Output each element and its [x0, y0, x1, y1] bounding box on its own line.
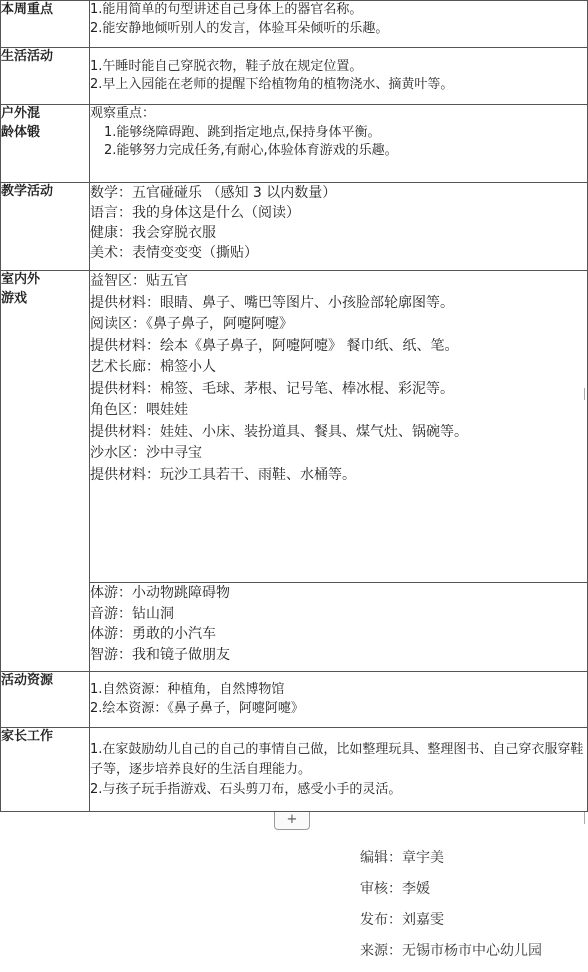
content-outdoor-exercise — [90, 105, 588, 183]
games-label-line-2: 游戏 — [1, 290, 28, 306]
resources-line-2: 2.绘本资源：《鼻子鼻子，阿嚏阿嚏》 — [90, 700, 304, 716]
content-games-indoor — [90, 271, 588, 583]
games-indoor-line-5: 艺术长廊：棉签小人 — [90, 359, 216, 375]
teaching-line-2: 语言：我的身体这是什么（阅读） — [90, 205, 300, 221]
parent-line-2: 2.与孩子玩手指游戏、石头剪刀布，感受小手的灵活。 — [90, 781, 402, 797]
games-label-line-1: 室内外 — [1, 272, 41, 287]
games-indoor-line-7: 角色区：喂娃娃 — [90, 402, 188, 418]
label-activity-resources: 活动资源 — [1, 672, 90, 728]
credit-source: 来源：无锡市杨市中心幼儿园 — [360, 943, 542, 959]
outdoor-label-line-2: 龄体锻 — [1, 124, 41, 140]
content-life-activity — [90, 48, 588, 105]
games-outdoor-line-1: 体游：小动物跳障碍物 — [90, 585, 230, 601]
row-parent-work — [1, 728, 588, 812]
content-activity-resources — [90, 672, 588, 728]
games-indoor-line-10: 提供材料：玩沙工具若干、雨鞋、水桶等。 — [90, 466, 356, 483]
content-weekly-focus — [90, 1, 588, 48]
add-row-button[interactable]: + — [274, 812, 310, 830]
row-outdoor-exercise — [1, 105, 588, 183]
label-games — [1, 271, 90, 672]
games-indoor-line-8: 提供材料：娃娃、小床、装扮道具、餐具、煤气灶、锅碗等。 — [90, 423, 468, 440]
life-line-1: 1.午睡时能自己穿脱衣物，鞋子放在规定位置。 — [90, 58, 363, 74]
row-games-indoor — [1, 271, 588, 583]
edge-marker — [584, 812, 588, 824]
credit-editor: 编辑：章宇美 — [360, 850, 444, 866]
teaching-line-4: 美术：表情变变变（撕贴） — [90, 245, 258, 261]
outdoor-line-2: 2.能够努力完成任务,有耐心,体验体育游戏的乐趣。 — [104, 143, 398, 158]
games-outdoor-line-4: 智游：我和镜子做朋友 — [90, 646, 230, 663]
focus-line-1: 1.能用简单的句型讲述自己身体上的器官名称。 — [90, 2, 363, 17]
row-weekly-focus — [1, 1, 588, 48]
edge-marker — [584, 388, 588, 400]
label-weekly-focus: 本周重点 — [1, 1, 90, 48]
games-indoor-line-2: 提供材料：眼睛、鼻子、嘴巴等图片、小孩脸部轮廓图等。 — [90, 294, 454, 311]
games-indoor-line-1: 益智区：贴五官 — [90, 273, 188, 289]
credits-block — [360, 848, 542, 972]
games-indoor-line-9: 沙水区：沙中寻宝 — [90, 445, 202, 461]
content-parent-work — [90, 728, 588, 812]
content-teaching-activity — [90, 183, 588, 271]
row-activity-resources — [1, 672, 588, 728]
label-life-activity: 生活活动 — [1, 48, 90, 105]
parent-line-1: 1.在家鼓励幼儿自己的自己的事情自己做，比如整理玩具、整理图书、自己穿衣服穿鞋子等，逐步培养良好的生活自理能力。 — [90, 741, 584, 777]
outdoor-line-1: 1.能够绕障碍跑、跳到指定地点,保持身体平衡。 — [104, 124, 381, 140]
label-teaching-activity: 教学活动 — [1, 183, 90, 271]
games-indoor-line-3: 阅读区：《鼻子鼻子，阿嚏阿嚏》 — [90, 316, 293, 332]
credit-publisher: 发布：刘嘉雯 — [360, 912, 444, 928]
row-teaching-activity — [1, 183, 588, 271]
content-games-outdoor — [90, 583, 588, 672]
focus-line-2: 2.能安静地倾听别人的发言，体验耳朵倾听的乐趣。 — [90, 20, 389, 36]
resources-line-1: 1.自然资源：种植角，自然博物馆 — [90, 682, 285, 697]
games-outdoor-line-2: 音游：钻山洞 — [90, 605, 174, 622]
games-outdoor-line-3: 体游：勇敢的小汽车 — [90, 626, 216, 642]
outdoor-label-line-1: 户外混 — [1, 106, 41, 121]
life-line-2: 2.早上入园能在老师的提醒下给植物角的植物浇水、摘黄叶等。 — [90, 77, 454, 92]
teaching-line-1: 数学：五官碰碰乐 （感知 3 以内数量） — [90, 185, 337, 201]
row-games-outdoor — [1, 583, 588, 672]
label-parent-work: 家长工作 — [1, 728, 90, 812]
row-life-activity — [1, 48, 588, 105]
label-outdoor-exercise — [1, 105, 90, 183]
credit-reviewer: 审核：李媛 — [360, 881, 430, 897]
games-indoor-line-4: 提供材料：绘本《鼻子鼻子，阿嚏阿嚏》 餐巾纸、纸、笔。 — [90, 337, 459, 354]
teaching-line-3: 健康：我会穿脱衣服 — [90, 225, 216, 241]
outdoor-heading: 观察重点： — [90, 106, 156, 121]
games-indoor-line-6: 提供材料：棉签、毛球、茅根、记号笔、棒冰棍、彩泥等。 — [90, 380, 454, 397]
